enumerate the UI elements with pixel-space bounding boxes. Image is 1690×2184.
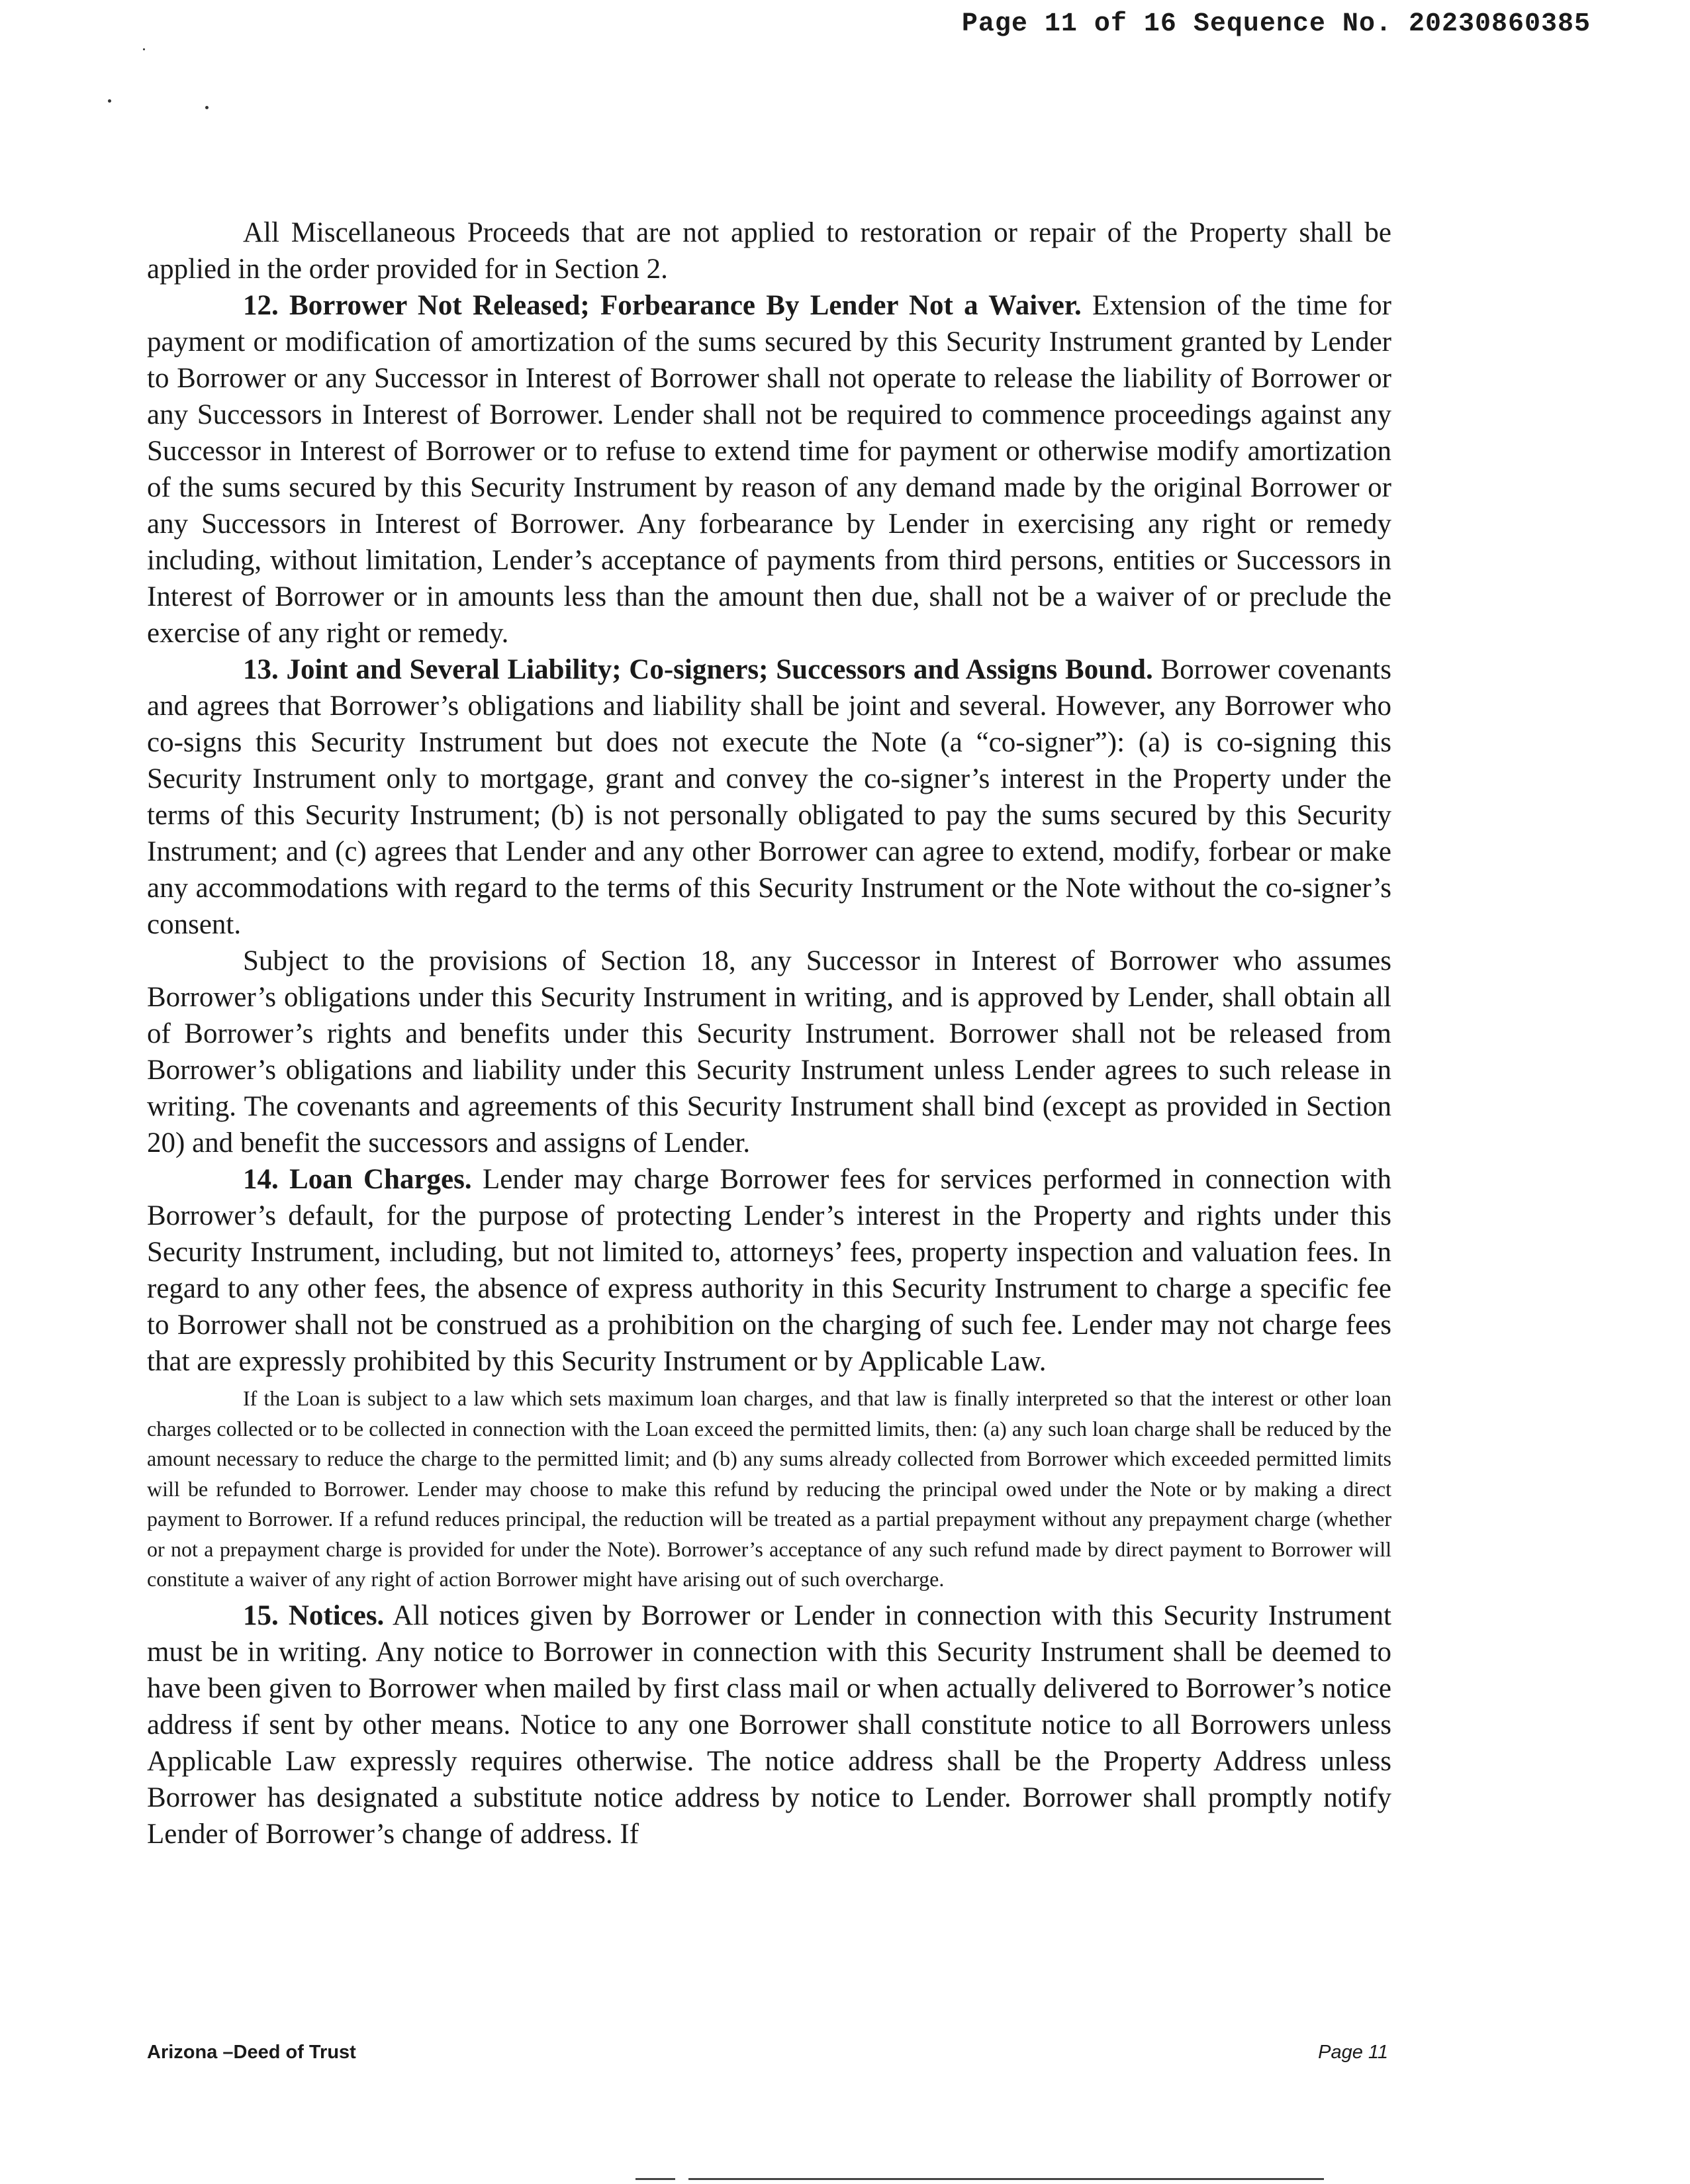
paragraph-misc-proceeds [147,214,1391,287]
paragraph-section-14 [147,1161,1391,1380]
paragraph-text: Extension of the time for payment or modification of amortization of the sums secured by this Security Instrument granted by Lender to Borrower or any Successor in Interest of Borrower shall not operate to release the liability of Borrower or any Successors in Interest of Borrower. Lender shall not be required to commence proceedings against any Successor in Interest of Borrower or to refuse to extend time for payment or otherwise modify amortization of the sums secured by this Security Instrument by reason of any demand made by the original Borrower or any Successors in Interest of Borrower. Any forbearance by Lender in exercising any right or remedy including, without limitation, Lender’s acceptance of payments from third persons, entities or Successors in Interest of Borrower or in amounts less than the amount then due, shall not be a waiver of or preclude the exercise of any right or remedy. [147,290,1391,649]
paragraph-text: All Miscellaneous Proceeds that are not applied to restoration or repair of the Property shall be applied in the order provided for in Section 2. [147,217,1391,285]
footer-document-title: Arizona –Deed of Trust [147,2042,356,2063]
scan-speck [205,106,209,109]
section-heading: 14. Loan Charges. [243,1164,472,1195]
scan-artifact-line [635,2178,675,2180]
paragraph-text: Lender may charge Borrower fees for services performed in connection with Borrower’s default, for the purpose of protecting Lender’s interest in the Property and rights under this Security Instrument, including, but not limited to, attorneys’ fees, property inspection and valuation fees. In regard to any other fees, the absence of express authority in this Security Instrument to charge a specific fee to Borrower shall not be construed as a prohibition on the charging of such fee. Lender may not charge fees that are expressly prohibited by this Security Instrument or by Applicable Law. [147,1164,1392,1377]
paragraph-section-12 [147,287,1391,651]
paragraph-loan-charge-limits [147,1384,1391,1595]
paragraph-text: Subject to the provisions of Section 18, any Successor in Interest of Borrower who assumes Borrower’s obligations under this Security Instrument in writing, and is approved by Lender, shall obtain all of Borrower’s rights and benefits under this Security Instrument. Borrower shall not be released from Borrower’s obligations and liability under this Security Instrument unless Lender agrees to such release in writing. The covenants and agreements of this Security Instrument shall bind (except as provided in Section 20) and benefit the successors and assigns of Lender. [147,945,1391,1159]
document-body [147,214,1391,1852]
paragraph-text: All notices given by Borrower or Lender in connection with this Security Instrument must be in writing. Any notice to Borrower in connection with this Security Instrument shall be deemed to have been given to Borrower when mailed by first class mail or when actually delivered to Borrower’s notice address if sent by other means. Notice to any one Borrower shall constitute notice to all Borrowers unless Applicable Law expressly requires otherwise. The notice address shall be the Property Address unless Borrower has designated a substitute notice address by notice to Lender. Borrower shall promptly notify Lender of Borrower’s change of address. If [147,1599,1391,1850]
paragraph-section-15 [147,1597,1391,1852]
section-heading: 13. Joint and Several Liability; Co-signers; Successors and Assigns Bound. [243,654,1153,685]
section-heading: 15. Notices. [243,1599,385,1631]
scan-artifact-line [688,2178,1324,2180]
paragraph-section-13 [147,651,1391,943]
page-sequence-stamp: Page 11 of 16 Sequence No. 20230860385 [961,9,1591,39]
section-heading: 12. Borrower Not Released; Forbearance By Lender Not a Waiver. [243,290,1082,321]
scan-speck [108,99,111,103]
footer-page-number: Page 11 [1318,2042,1388,2063]
paragraph-text: Borrower covenants and agrees that Borrower’s obligations and liability shall be joint and several. However, any Borrower who co-signs this Security Instrument but does not execute the Note (a “co-signer”): (a) is co-signing this Security Instrument only to mortgage, grant and convey the co-signer’s interest in the Property under the terms of this Security Instrument; (b) is not personally obligated to pay the sums secured by this Security Instrument; and (c) agrees that Lender and any other Borrower can agree to extend, modify, forbear or make any accommodations with regard to the terms of this Security Instrument or the Note without the co-signer’s consent. [147,654,1391,940]
paragraph-successors [147,943,1391,1161]
paragraph-text: If the Loan is subject to a law which sets maximum loan charges, and that law is finally interpreted so that the interest or other loan charges collected or to be collected in connection with the Loan exceed the permitted limits, then: (a) any such loan charge shall be reduced by the amount necessary to reduce the charge to the permitted limit; and (b) any sums already collected from Borrower which exceeded permitted limits will be refunded to Borrower. Lender may choose to make this refund by reducing the principal owed under the Note or by making a direct payment to Borrower. If a refund reduces principal, the reduction will be treated as a partial prepayment without any prepayment charge (whether or not a prepayment charge is provided for under the Note). Borrower’s acceptance of any such refund made by direct payment to Borrower will constitute a waiver of any right of action Borrower might have arising out of such overcharge. [147,1386,1391,1591]
scan-speck [143,48,145,50]
